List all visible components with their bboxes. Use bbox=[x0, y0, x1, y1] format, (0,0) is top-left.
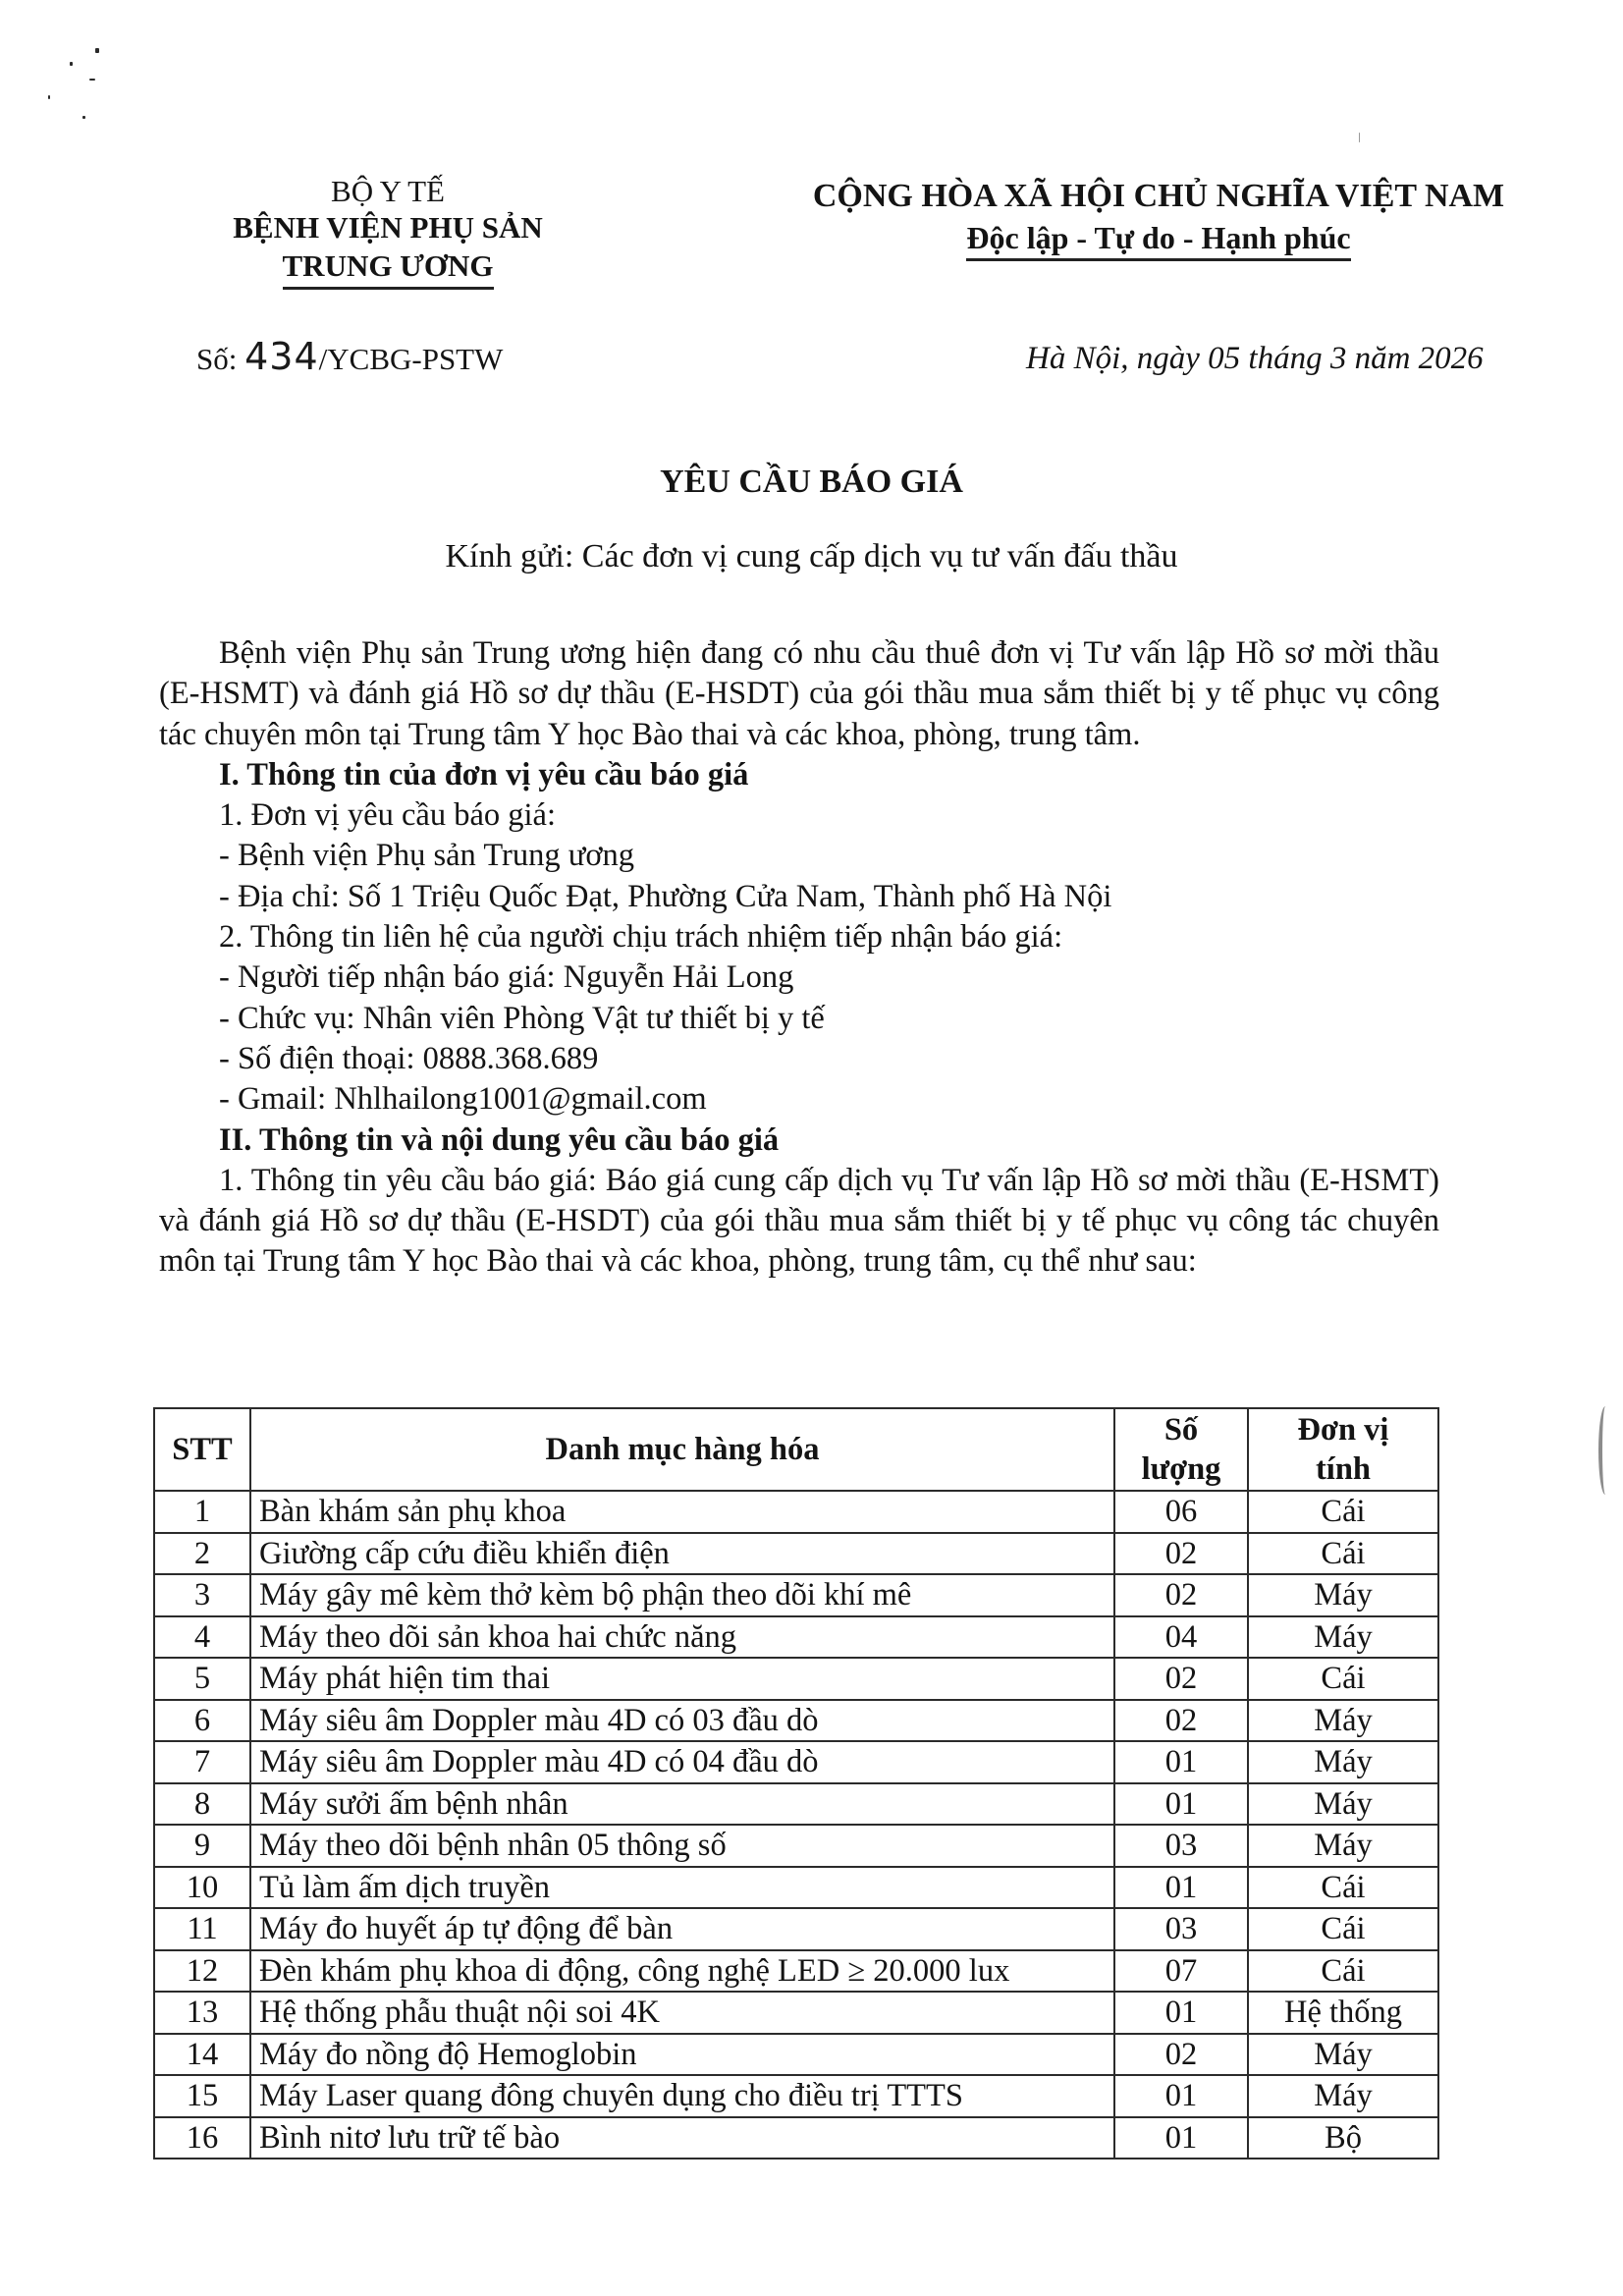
section2-heading: II. Thông tin và nội dung yêu cầu báo giá bbox=[219, 1121, 780, 1158]
cell-quantity: 06 bbox=[1114, 1491, 1248, 1533]
cell-item-name: Bình nitơ lưu trữ tế bào bbox=[250, 2117, 1114, 2159]
cell-item-name: Máy đo huyết áp tự động để bàn bbox=[250, 1908, 1114, 1950]
date-line: Hà Nội, ngày 05 tháng 3 năm 2026 bbox=[1026, 341, 1484, 376]
cell-unit: Máy bbox=[1248, 1574, 1438, 1616]
intro-paragraph: Bệnh viện Phụ sản Trung ương hiện đang có nhu cầu thuê đơn vị Tư vấn lập Hồ sơ mời thầu (E-HSMT) và đánh giá Hồ sơ dự thầu (E-HSDT) của gói thầu mua sắm thiết bị y tế phục vụ công tác chuyên môn tại Trung tâm Y học Bào thai và các khoa, phòng, trung tâm. bbox=[159, 635, 1439, 752]
table-row bbox=[154, 1574, 1438, 1616]
requesting-unit-name: - Bệnh viện Phụ sản Trung ương bbox=[219, 838, 635, 874]
national-motto-text: Độc lập - Tự do - Hạnh phúc bbox=[966, 218, 1350, 261]
cell-stt: 10 bbox=[154, 1867, 250, 1909]
cell-item-name: Máy đo nồng độ Hemoglobin bbox=[250, 2034, 1114, 2076]
cell-unit: Máy bbox=[1248, 1783, 1438, 1826]
scan-speck bbox=[70, 62, 73, 66]
cell-quantity: 03 bbox=[1114, 1908, 1248, 1950]
cell-quantity: 07 bbox=[1114, 1950, 1248, 1993]
table-row bbox=[154, 1992, 1438, 2034]
cell-stt: 3 bbox=[154, 1574, 250, 1616]
cell-unit: Máy bbox=[1248, 1700, 1438, 1742]
ministry-name: BỘ Y TẾ bbox=[331, 174, 445, 208]
cell-unit: Máy bbox=[1248, 2034, 1438, 2076]
cell-unit: Máy bbox=[1248, 1616, 1438, 1659]
cell-item-name: Máy siêu âm Doppler màu 4D có 03 đầu dò bbox=[250, 1700, 1114, 1742]
cell-item-name: Máy sưởi ấm bệnh nhân bbox=[250, 1783, 1114, 1826]
table-row bbox=[154, 1908, 1438, 1950]
header-unit-line1: Đơn vị bbox=[1297, 1412, 1389, 1448]
hospital-name-line2 bbox=[157, 247, 619, 290]
cell-item-name: Giường cấp cứu điều khiển điện bbox=[250, 1533, 1114, 1575]
cell-unit: Hệ thống bbox=[1248, 1992, 1438, 2034]
document-number bbox=[196, 337, 503, 379]
cell-stt: 5 bbox=[154, 1658, 250, 1700]
cell-quantity: 03 bbox=[1114, 1825, 1248, 1867]
table-header-row bbox=[154, 1408, 1438, 1491]
header-item-name: Danh mục hàng hóa bbox=[250, 1408, 1114, 1491]
contact-phone: - Số điện thoại: 0888.368.689 bbox=[219, 1040, 599, 1076]
cell-stt: 16 bbox=[154, 2117, 250, 2159]
table-row bbox=[154, 2117, 1438, 2159]
goods-table bbox=[153, 1407, 1439, 2159]
contact-email[interactable]: - Gmail: Nhlhailong1001@gmail.com bbox=[219, 1081, 707, 1118]
cell-stt: 13 bbox=[154, 1992, 250, 2034]
header-quantity bbox=[1114, 1408, 1248, 1491]
header-stt: STT bbox=[154, 1408, 250, 1491]
scan-speck bbox=[48, 95, 50, 99]
cell-stt: 2 bbox=[154, 1533, 250, 1575]
table-row bbox=[154, 1533, 1438, 1575]
punch-hole-mark bbox=[1598, 1406, 1612, 1495]
cell-quantity: 04 bbox=[1114, 1616, 1248, 1659]
scan-speck bbox=[1359, 133, 1360, 142]
cell-quantity: 01 bbox=[1114, 1783, 1248, 1826]
cell-item-name: Máy theo dõi sản khoa hai chức năng bbox=[250, 1616, 1114, 1659]
doc-number-handwritten: 434 bbox=[244, 335, 319, 378]
cell-quantity: 01 bbox=[1114, 2075, 1248, 2117]
cell-quantity: 01 bbox=[1114, 1741, 1248, 1783]
cell-stt: 12 bbox=[154, 1950, 250, 1993]
scan-speck bbox=[95, 48, 99, 53]
cell-quantity: 02 bbox=[1114, 1574, 1248, 1616]
cell-stt: 11 bbox=[154, 1908, 250, 1950]
cell-unit: Cái bbox=[1248, 1658, 1438, 1700]
hospital-name-line1: BỆNH VIỆN PHỤ SẢN bbox=[233, 210, 543, 245]
table-row bbox=[154, 1658, 1438, 1700]
cell-quantity: 01 bbox=[1114, 1867, 1248, 1909]
cell-item-name: Đèn khám phụ khoa di động, công nghệ LED ≥ 20.000 lux bbox=[250, 1950, 1114, 1993]
cell-unit: Cái bbox=[1248, 1491, 1438, 1533]
section1-heading: I. Thông tin của đơn vị yêu cầu báo giá bbox=[219, 756, 749, 793]
table-row bbox=[154, 2075, 1438, 2117]
requesting-unit-address: - Địa chỉ: Số 1 Triệu Quốc Đạt, Phường Cửa Nam, Thành phố Hà Nội bbox=[219, 878, 1112, 914]
cell-unit: Cái bbox=[1248, 1908, 1438, 1950]
table-row bbox=[154, 1825, 1438, 1867]
cell-stt: 1 bbox=[154, 1491, 250, 1533]
section1-item2-label: 2. Thông tin liên hệ của người chịu trách nhiệm tiếp nhận báo giá: bbox=[219, 919, 1063, 956]
cell-stt: 6 bbox=[154, 1700, 250, 1742]
cell-unit: Cái bbox=[1248, 1867, 1438, 1909]
cell-quantity: 02 bbox=[1114, 1658, 1248, 1700]
cell-stt: 14 bbox=[154, 2034, 250, 2076]
cell-unit: Cái bbox=[1248, 1533, 1438, 1575]
intro-section bbox=[159, 633, 1439, 1283]
doc-number-prefix: Số: bbox=[196, 342, 245, 376]
cell-quantity: 02 bbox=[1114, 1533, 1248, 1575]
doc-number-suffix: /YCBG-PSTW bbox=[318, 342, 504, 376]
header-quantity-line1: Số bbox=[1163, 1412, 1199, 1448]
national-motto bbox=[746, 218, 1571, 261]
cell-item-name: Bàn khám sản phụ khoa bbox=[250, 1491, 1114, 1533]
cell-item-name: Máy theo dõi bệnh nhân 05 thông số bbox=[250, 1825, 1114, 1867]
scan-speck bbox=[82, 116, 85, 119]
cell-item-name: Tủ làm ấm dịch truyền bbox=[250, 1867, 1114, 1909]
cell-stt: 4 bbox=[154, 1616, 250, 1659]
cell-item-name: Máy phát hiện tim thai bbox=[250, 1658, 1114, 1700]
cell-stt: 7 bbox=[154, 1741, 250, 1783]
table-row bbox=[154, 1741, 1438, 1783]
header-quantity-line2: lượng bbox=[1141, 1451, 1221, 1487]
document-title: YÊU CẦU BÁO GIÁ bbox=[660, 464, 963, 500]
cell-unit: Bộ bbox=[1248, 2117, 1438, 2159]
cell-quantity: 02 bbox=[1114, 1700, 1248, 1742]
header-unit-line2: tính bbox=[1315, 1451, 1371, 1487]
cell-quantity: 01 bbox=[1114, 2117, 1248, 2159]
section2-item1-paragraph: 1. Thông tin yêu cầu báo giá: Báo giá cung cấp dịch vụ Tư vấn lập Hồ sơ mời thầu (E-HSMT) và đánh giá Hồ sơ dự thầu (E-HSDT) của gói thầu mua sắm thiết bị y tế phục vụ công tác chuyên môn tại Trung tâm Y học Bào thai và các khoa, phòng, trung tâm, cụ thể như sau: bbox=[159, 1162, 1439, 1280]
table-row bbox=[154, 1700, 1438, 1742]
cell-unit: Cái bbox=[1248, 1950, 1438, 1993]
cell-quantity: 02 bbox=[1114, 2034, 1248, 2076]
cell-stt: 9 bbox=[154, 1825, 250, 1867]
hospital-name-line2-text: TRUNG ƯƠNG bbox=[283, 247, 494, 290]
contact-position: - Chức vụ: Nhân viên Phòng Vật tư thiết bị y tế bbox=[219, 1000, 825, 1036]
table-row bbox=[154, 1616, 1438, 1659]
cell-unit: Máy bbox=[1248, 2075, 1438, 2117]
table-row bbox=[154, 2034, 1438, 2076]
cell-stt: 8 bbox=[154, 1783, 250, 1826]
table-row bbox=[154, 1867, 1438, 1909]
cell-item-name: Máy siêu âm Doppler màu 4D có 04 đầu dò bbox=[250, 1741, 1114, 1783]
republic-name: CỘNG HÒA XÃ HỘI CHỦ NGHĨA VIỆT NAM bbox=[812, 178, 1505, 214]
scan-speck bbox=[89, 79, 95, 81]
contact-receiver: - Người tiếp nhận báo giá: Nguyễn Hải Long bbox=[219, 959, 794, 996]
cell-item-name: Máy Laser quang đông chuyên dụng cho điều trị TTTS bbox=[250, 2075, 1114, 2117]
table-row bbox=[154, 1491, 1438, 1533]
cell-unit: Máy bbox=[1248, 1741, 1438, 1783]
section1-item1-label: 1. Đơn vị yêu cầu báo giá: bbox=[219, 797, 556, 834]
cell-quantity: 01 bbox=[1114, 1992, 1248, 2034]
cell-item-name: Hệ thống phẫu thuật nội soi 4K bbox=[250, 1992, 1114, 2034]
table-row bbox=[154, 1783, 1438, 1826]
cell-stt: 15 bbox=[154, 2075, 250, 2117]
cell-item-name: Máy gây mê kèm thở kèm bộ phận theo dõi khí mê bbox=[250, 1574, 1114, 1616]
table-row bbox=[154, 1950, 1438, 1993]
header-unit bbox=[1248, 1408, 1438, 1491]
salutation: Kính gửi: Các đơn vị cung cấp dịch vụ tư vấn đấu thầu bbox=[445, 538, 1178, 574]
cell-unit: Máy bbox=[1248, 1825, 1438, 1867]
